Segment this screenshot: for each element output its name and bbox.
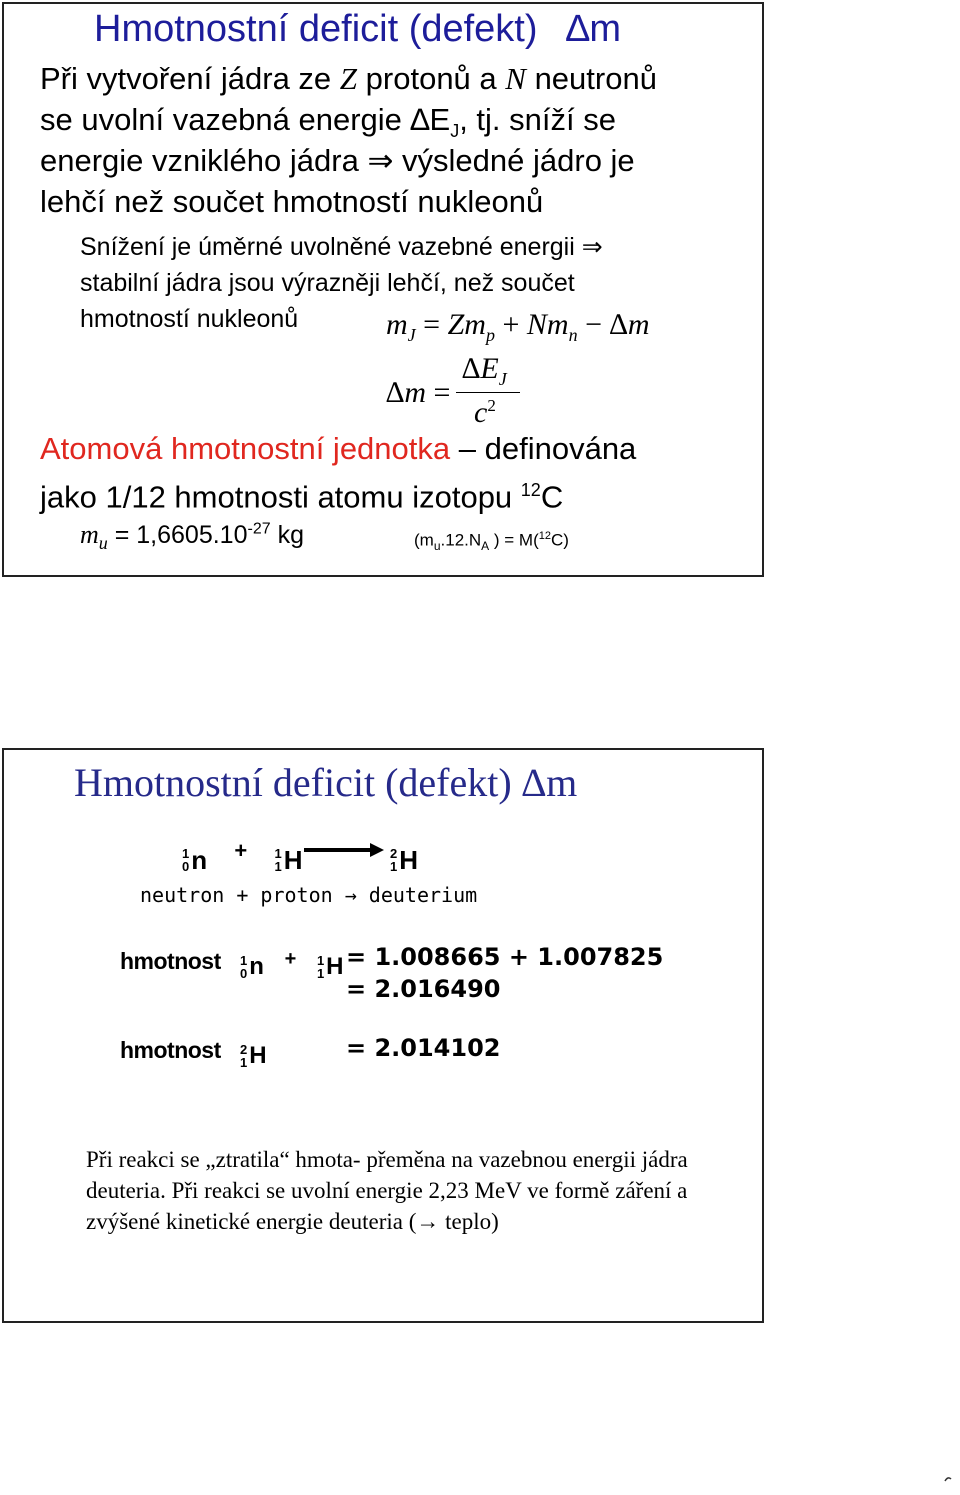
text: definována: [484, 431, 637, 466]
mu-exp: -27: [247, 520, 271, 538]
rel-c: ) = M(: [489, 530, 539, 550]
sub-line-2: stabilní jádra jsou výrazněji lehčí, než součet: [80, 269, 575, 297]
symbol: H: [283, 844, 303, 875]
text: protonů a: [357, 61, 506, 96]
rel-d: C): [551, 530, 569, 550]
sub-line-1: [80, 229, 603, 265]
eq2-numerator: [462, 352, 507, 390]
mass-reactants: [240, 944, 344, 981]
mass-number: 2: [390, 846, 398, 861]
text: C: [540, 479, 564, 515]
text: výsledné jádro je: [393, 143, 635, 178]
page-edge-mark: [944, 1475, 952, 1483]
mass-product: [240, 1033, 267, 1070]
eq2-equals: =: [426, 376, 451, 409]
var-n: N: [505, 61, 526, 96]
rel-b: .12.N: [440, 530, 482, 550]
mass-number: 1: [240, 953, 248, 968]
atomic-number: 1: [390, 859, 398, 874]
symbol: n: [249, 953, 264, 980]
mass-sum-line: = 1.008665 + 1.007825: [346, 943, 664, 971]
eq2-den: c: [474, 396, 488, 429]
eq-sub-j: J: [407, 325, 416, 345]
paragraph-line-3: [40, 140, 635, 181]
fraction-bar: [456, 392, 520, 393]
mu-val: = 1,6605.10: [107, 521, 248, 549]
symbol: H: [249, 1042, 267, 1069]
title-text: Hmotnostní deficit (defekt): [74, 760, 522, 805]
implies-arrow-icon: ⇒: [367, 143, 394, 178]
eq-nm: Nm: [526, 308, 569, 341]
title-delta: ∆m: [566, 8, 621, 50]
mass-label-2: hmotnost: [120, 1037, 221, 1063]
rel-a: (m: [414, 530, 434, 550]
atomic-number: 1: [316, 966, 325, 981]
rel-u: u: [433, 539, 441, 554]
mass-deuterium: = 2.014102: [346, 1034, 501, 1062]
atomic-number: 0: [240, 966, 248, 981]
eq2-num: ∆E: [462, 352, 499, 385]
sub-j: J: [450, 121, 460, 142]
plus: +: [284, 948, 297, 970]
molar-relation: [414, 530, 569, 553]
mass-sum-total: = 2.016490: [346, 975, 501, 1003]
atomic-number: 1: [240, 1055, 248, 1070]
text: energie vzniklého jádra: [40, 143, 368, 178]
mass-label-1: hmotnost: [120, 948, 221, 974]
delta-e: ∆E: [410, 102, 451, 137]
eq-plus: +: [494, 308, 527, 341]
eq-zm: Zm: [447, 308, 486, 341]
plus: +: [234, 838, 248, 863]
reaction-words: neutron + proton → deuterium: [140, 883, 478, 907]
mu-sub: u: [98, 533, 108, 553]
eq2-lhs: ∆m: [386, 376, 427, 409]
reaction-product: [390, 834, 418, 876]
isotope-sup: 12: [520, 480, 541, 500]
slide-2-title: [74, 760, 577, 806]
title-text: Hmotnostní deficit (defekt): [94, 8, 549, 50]
equation-mass: [386, 308, 650, 346]
reaction-arrow-icon: [304, 842, 386, 858]
amu-line-1: [40, 428, 636, 469]
equation-delta-m: [386, 376, 450, 410]
slide-1-title: [94, 8, 621, 50]
eq-sub-p: p: [485, 325, 495, 345]
mass-number: 1: [182, 846, 190, 861]
mass-number: 2: [240, 1042, 248, 1057]
eq-m: m: [386, 308, 408, 341]
nuclide-neutron: [240, 953, 264, 981]
nuclide-deuterium: [240, 1042, 267, 1070]
nuclide-proton: [274, 845, 302, 876]
eq2-num-sub: J: [498, 369, 507, 389]
text: jako 1/12 hmotnosti atomu izotopu: [40, 479, 521, 515]
mu-unit: kg: [270, 521, 304, 549]
eq2-den-sup: 2: [487, 396, 496, 415]
rel-sup: 12: [538, 530, 552, 542]
symbol: H: [399, 844, 419, 875]
rel-a-sub: A: [481, 539, 490, 554]
eq2-denominator: [474, 396, 496, 430]
atomic-number: 0: [182, 859, 190, 874]
var-z: Z: [339, 61, 358, 96]
text: se uvolní vazebná energie: [40, 102, 411, 137]
reaction-note: Při reakci se „ztratila“ hmota- přeměna na vazebnou energii jádra deuteria. Při reakci se uvolní energie 2,23 MeV ve formě záření a zvýšené kinetické energie deuteria (→ teplo): [86, 1147, 688, 1234]
amu-value: [80, 520, 304, 554]
mu-m: m: [80, 520, 99, 549]
sub-line-3: hmotností nukleonů: [80, 305, 299, 333]
text: neutronů: [525, 61, 657, 96]
atomic-number: 1: [274, 859, 282, 874]
amu-term: Atomová hmotnostní jednotka: [40, 431, 451, 466]
text: Snížení je úměrné uvolněné vazebné energii: [80, 233, 582, 261]
nuclide-neutron: [182, 845, 207, 876]
dash: –: [450, 431, 485, 466]
amu-line-2: [40, 470, 563, 517]
eq-equals: =: [415, 308, 448, 341]
title-delta: ∆m: [521, 760, 578, 805]
implies-arrow-icon: ⇒: [581, 233, 603, 261]
mass-number: 1: [316, 953, 325, 968]
mass-number: 1: [274, 846, 282, 861]
nuclide-deuterium: [390, 845, 418, 876]
paragraph-line-4: lehčí než součet hmotností nukleonů: [40, 184, 544, 219]
symbol: n: [191, 844, 208, 875]
eq-sub-n: n: [568, 325, 578, 345]
text: , tj. sníží se: [459, 102, 616, 137]
slide-1: [2, 2, 764, 577]
nuclide-proton: [317, 953, 344, 981]
reaction-equation: [182, 834, 302, 876]
eq-minus: −: [577, 308, 610, 341]
paragraph-line-1: [40, 58, 657, 99]
text: Při vytvoření jádra ze: [40, 61, 340, 96]
symbol: H: [326, 953, 344, 980]
eq-delta-m: ∆m: [609, 308, 650, 341]
slide-2: [2, 748, 764, 1323]
